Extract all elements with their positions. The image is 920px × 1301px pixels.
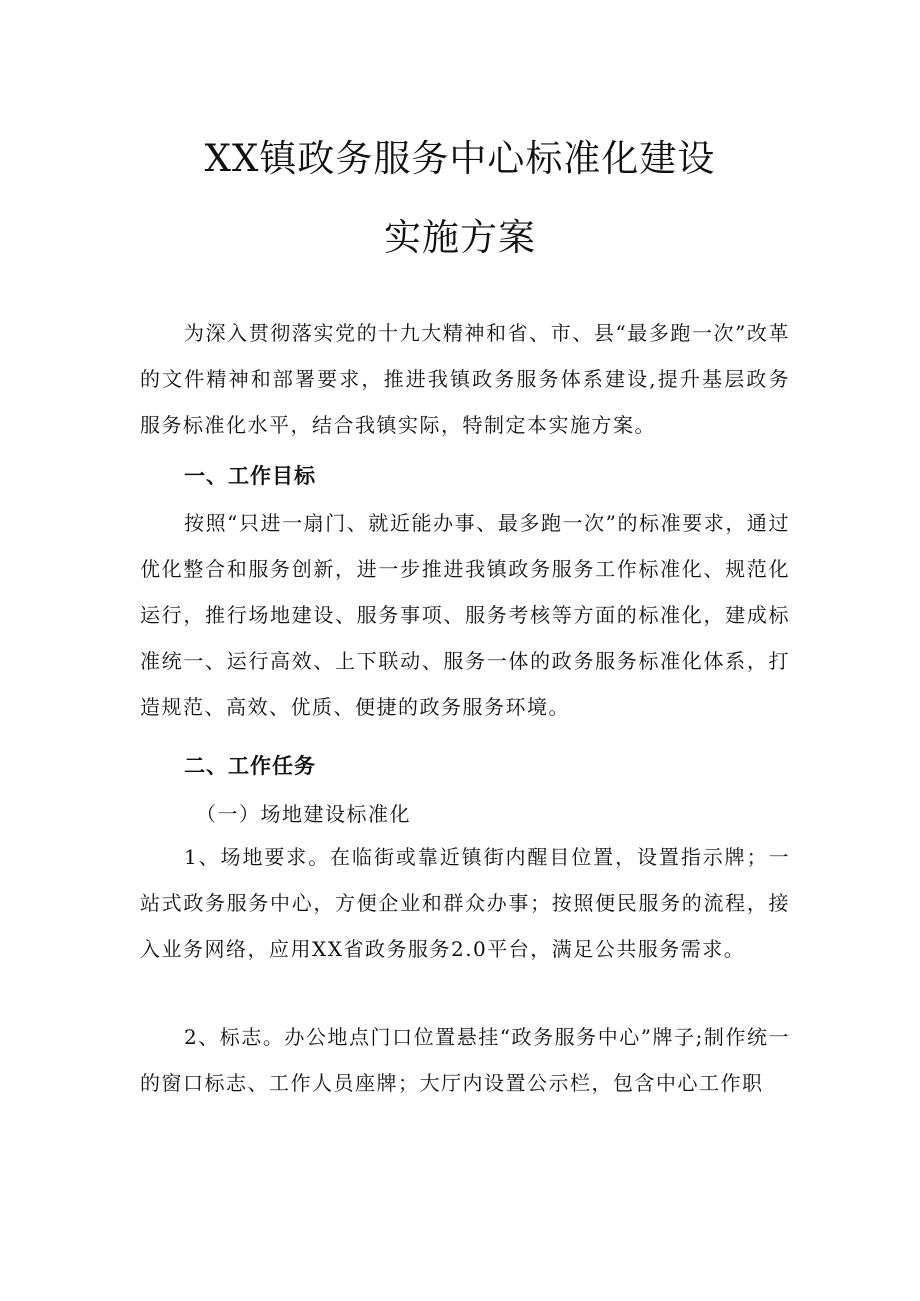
intro-paragraph: 为深入贯彻落实党的十九大精神和省、市、县“最多跑一次”改革的文件精神和部署要求，推进我镇政务服务体系建设,提升基层政务服务标准化水平，结合我镇实际，特制定本实施方案。 bbox=[140, 321, 790, 437]
goals-paragraph: 按照“只进一扇门、就近能办事、最多跑一次”的标准要求，通过优化整合和服务创新，进一步推进我镇政务服务工作标准化、规范化运行，推行场地建设、服务事项、服务考核等方面的标准化，建成标准统一、运行高效、上下联动、服务一体的政务服务标准化体系，打造规范、高效、优质、便捷的政务服务环境。 bbox=[140, 511, 790, 719]
document-title-line2: 实施方案 bbox=[384, 216, 536, 259]
signage-paragraph: 2、标志。办公地点门口位置悬挂“政务服务中心”牌子;制作统一的窗口标志、工作人员座牌；大厅内设置公示栏，包含中心工作职 bbox=[140, 1025, 790, 1095]
section-heading-goals: 一、工作目标 bbox=[184, 464, 316, 488]
site-requirements-paragraph: 1、场地要求。在临街或靠近镇街内醒目位置，设置指示牌；一站式政务服务中心，方便企业和群众办事；按照便民服务的流程，接入业务网络，应用XX省政务服务2.0平台，满足公共服务需求。 bbox=[140, 845, 790, 961]
document-title-line1: XX镇政务服务中心标准化建设 bbox=[204, 137, 716, 180]
section-heading-tasks: 二、工作任务 bbox=[184, 754, 316, 778]
subsection-heading-site: （一）场地建设标准化 bbox=[196, 802, 411, 826]
